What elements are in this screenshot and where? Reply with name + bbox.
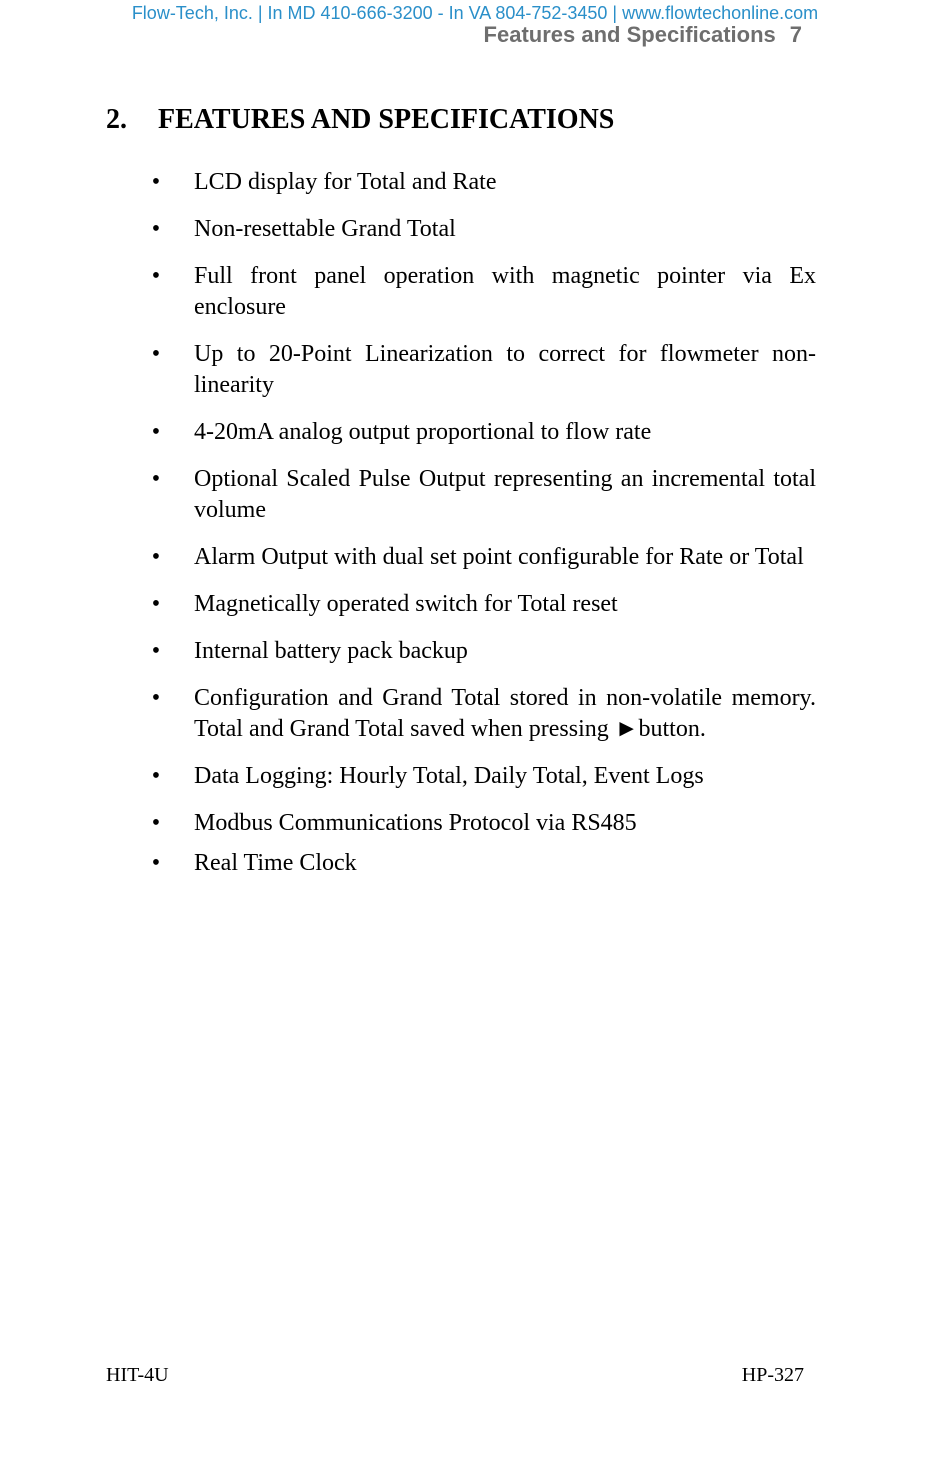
feature-text: Full front panel operation with magnetic pointer via Ex enclosure bbox=[194, 263, 816, 320]
feature-item bbox=[148, 167, 816, 198]
feature-text: Non-resettable Grand Total bbox=[194, 216, 456, 242]
feature-item bbox=[148, 542, 816, 573]
feature-text: Data Logging: Hourly Total, Daily Total, Event Logs bbox=[194, 763, 704, 789]
bullet-icon: • bbox=[151, 466, 161, 492]
running-header bbox=[484, 22, 802, 48]
section-number: 2. bbox=[106, 104, 127, 135]
feature-item bbox=[148, 636, 816, 667]
feature-text: Internal battery pack backup bbox=[194, 638, 468, 664]
bullet-icon: • bbox=[151, 216, 161, 242]
feature-text: Optional Scaled Pulse Output representing an incremental total volume bbox=[194, 466, 816, 523]
footer-model: HIT-4U bbox=[106, 1364, 169, 1386]
feature-text: Alarm Output with dual set point configurable for Rate or Total bbox=[194, 544, 804, 570]
feature-text: Up to 20-Point Linearization to correct for flowmeter non-linearity bbox=[194, 341, 816, 398]
feature-list bbox=[148, 167, 816, 895]
feature-text: Real Time Clock bbox=[194, 850, 357, 876]
feature-item bbox=[148, 589, 816, 620]
feature-item bbox=[148, 261, 816, 323]
bullet-icon: • bbox=[151, 763, 161, 789]
feature-text: Modbus Communications Protocol via RS485 bbox=[194, 810, 637, 836]
bullet-icon: • bbox=[151, 263, 161, 289]
bullet-icon: • bbox=[151, 341, 161, 367]
feature-item bbox=[148, 848, 816, 879]
feature-text: Magnetically operated switch for Total reset bbox=[194, 591, 618, 617]
bullet-icon: • bbox=[151, 169, 161, 195]
section-title: FEATURES AND SPECIFICATIONS bbox=[158, 104, 615, 135]
page-number: 7 bbox=[789, 22, 802, 47]
bullet-icon: • bbox=[151, 850, 161, 876]
section-heading bbox=[106, 104, 614, 136]
feature-item bbox=[148, 214, 816, 245]
feature-text: LCD display for Total and Rate bbox=[194, 169, 497, 195]
feature-item bbox=[148, 464, 816, 526]
bullet-icon: • bbox=[151, 685, 161, 711]
feature-text: Configuration and Grand Total stored in non-volatile memory. Total and Grand Total saved when pressing ►button. bbox=[194, 685, 816, 742]
bullet-icon: • bbox=[151, 419, 161, 445]
feature-item bbox=[148, 683, 816, 745]
running-header-title: Features and Specifications bbox=[483, 22, 776, 47]
bullet-icon: • bbox=[151, 810, 161, 836]
bullet-icon: • bbox=[151, 638, 161, 664]
bullet-icon: • bbox=[151, 544, 161, 570]
footer-document-code: HP-327 bbox=[741, 1364, 804, 1386]
feature-item bbox=[148, 339, 816, 401]
bullet-icon: • bbox=[151, 591, 161, 617]
feature-item bbox=[148, 808, 816, 839]
feature-text: 4-20mA analog output proportional to flow rate bbox=[194, 419, 652, 445]
feature-item bbox=[148, 761, 816, 792]
feature-item bbox=[148, 417, 816, 448]
contact-line: Flow-Tech, Inc. | In MD 410-666-3200 - In VA 804-752-3450 | www.flowtechonline.com bbox=[131, 3, 819, 23]
